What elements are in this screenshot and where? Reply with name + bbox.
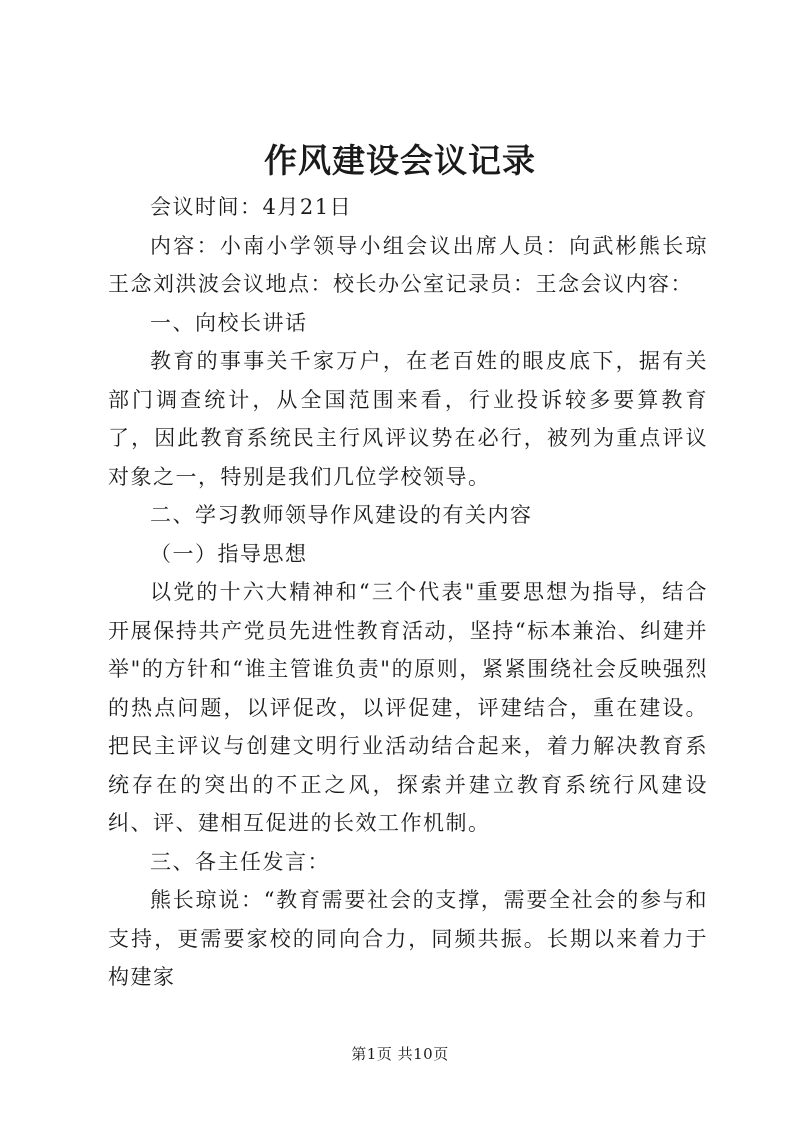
meeting-time-paragraph: 会议时间：4月21日 xyxy=(150,195,353,219)
body-paragraph: 熊长琼说：“教育需要社会的支撑，需要全社会的参与和支持，更需要家校的同向合力，同频共振。长期以来着力于构建家 xyxy=(108,888,708,989)
page-footer: 第1页 共10页 xyxy=(351,1045,449,1063)
section-heading-3: 三、各主任发言： xyxy=(150,849,330,874)
document-body xyxy=(108,188,708,997)
document-title: 作风建设会议记录 xyxy=(264,141,536,180)
body-paragraph: 以党的十六大精神和“三个代表"重要思想为指导，结合开展保持共产党员先进性教育活动，坚持“标本兼治、纠建并举"的方针和“谁主管谁负责"的原则，紧紧围绕社会反映强烈的热点问题，以评促改，以评促建，评建结合，重在建设。把民主评议与创建文明行业活动结合起来，着力解决教育系统存在的突出的不正之风，探索并建立教育系统行风建设纠、评、建相互促进的长效工作机制。 xyxy=(108,580,708,835)
body-paragraph: 教育的事事关千家万户，在老百姓的眼皮底下，据有关部门调查统计，从全国范围来看，行业投诉较多要算教育了，因此教育系统民主行风评议势在必行，被列为重点评议对象之一，特别是我们几位学校领导。 xyxy=(108,349,708,489)
section-heading-1: 一、向校长讲话 xyxy=(150,310,308,335)
meeting-info-paragraph: 内容：小南小学领导小组会议出席人员：向武彬熊长琼王念刘洪波会议地点：校长办公室记录员：王念会议内容： xyxy=(108,233,708,296)
subsection-heading: （一）指导思想 xyxy=(150,541,308,566)
section-heading-2: 二、学习教师领导作风建设的有关内容 xyxy=(150,503,533,527)
